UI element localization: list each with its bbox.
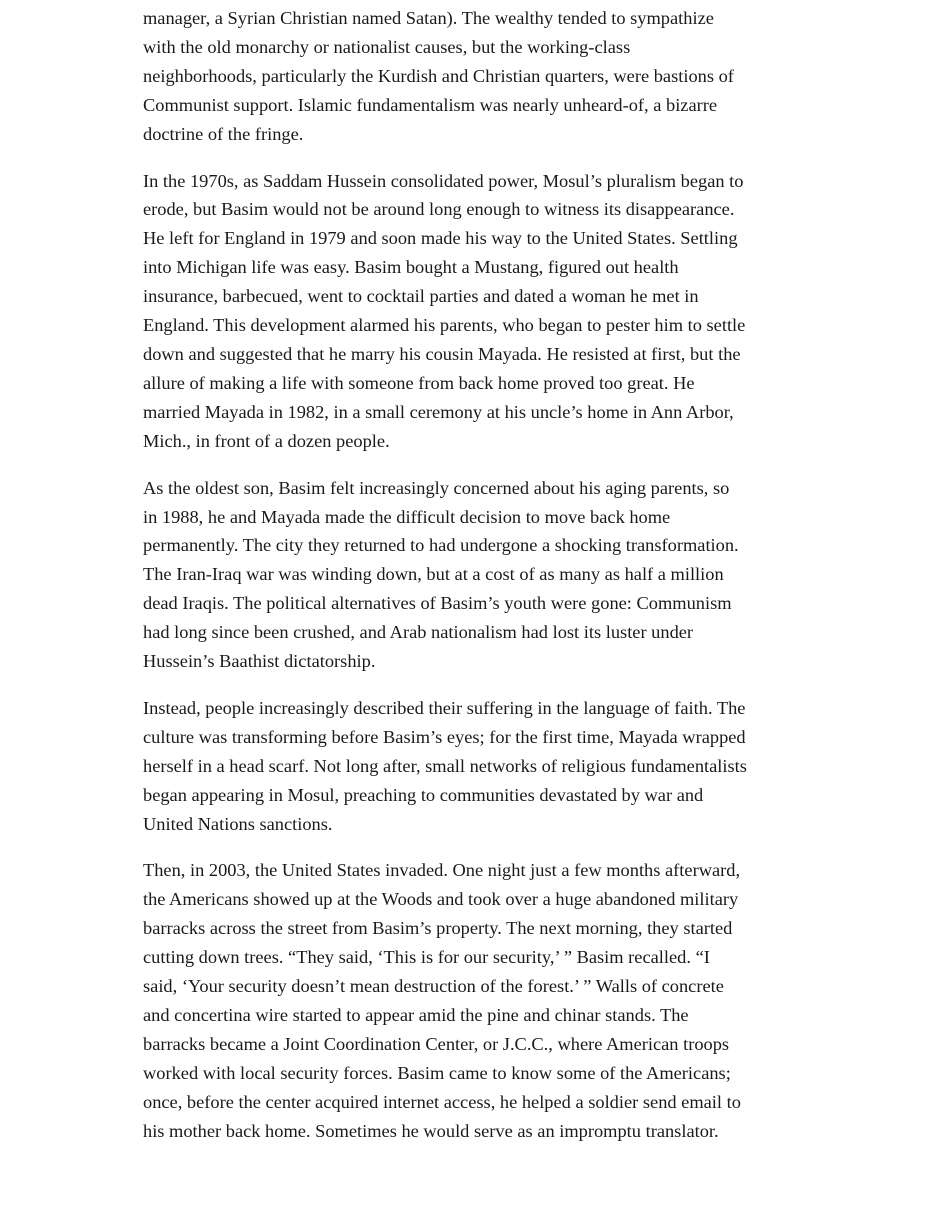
paragraph-1: manager, a Syrian Christian named Satan). The wealthy tended to sympathize with the old monarchy or nationalist causes, but the working-class neighborhoods, particularly the Kurdish and Christian quarters, were bastions of Communist support. Islamic fundamentalism was nearly unheard-of, a bizarre doctrine of the fringe. [143, 8, 734, 144]
paragraph-2: In the 1970s, as Saddam Hussein consolidated power, Mosul’s pluralism began to erode, but Basim would not be around long enough to witness its disappearance. He left for England in 1979 and soon made his way to the United States. Settling into Michigan life was easy. Basim bought a Mustang, figured out health insurance, barbecued, went to cocktail parties and dated a woman he met in England. This development alarmed his parents, who began to pester him to settle down and suggested that he marry his cousin Mayada. He resisted at first, but the allure of making a life with someone from back home proved too great. He married Mayada in 1982, in a small ceremony at his uncle’s home in Ann Arbor, Mich., in front of a dozen people. [143, 170, 746, 451]
paragraph-4: Instead, people increasingly described their suffering in the language of faith. The culture was transforming before Basim’s eyes; for the first time, Mayada wrapped herself in a head scarf. Not long after, small networks of religious fundamentalists began appearing in Mosul, preaching to communities devastated by war and United Nations sanctions. [143, 697, 747, 834]
article-body [143, 4, 747, 1164]
paragraph-5: Then, in 2003, the United States invaded. One night just a few months afterward, the Americans showed up at the Woods and took over a huge abandoned military barracks across the street from Basim’s property. The next morning, they started cutting down trees. “They said, ‘This is for our security,’ ” Basim recalled. “I said, ‘Your security doesn’t mean destruction of the forest.’ ” Walls of concrete and concertina wire started to appear amid the pine and chinar stands. The barracks became a Joint Coordination Center, or J.C.C., where American troops worked with local security forces. Basim came to know some of the Americans; once, before the center acquired internet access, he helped a soldier send email to his mother back home. Sometimes he would serve as an impromptu translator. [143, 860, 741, 1141]
paragraph-3: As the oldest son, Basim felt increasingly concerned about his aging parents, so in 1988, he and Mayada made the difficult decision to move back home permanently. The city they returned to had undergone a shocking transformation. The Iran-Iraq war was winding down, but at a cost of as many as half a million dead Iraqis. The political alternatives of Basim’s youth were gone: Communism had long since been crushed, and Arab nationalism had lost its luster under Hussein’s Baathist dictatorship. [143, 477, 739, 672]
